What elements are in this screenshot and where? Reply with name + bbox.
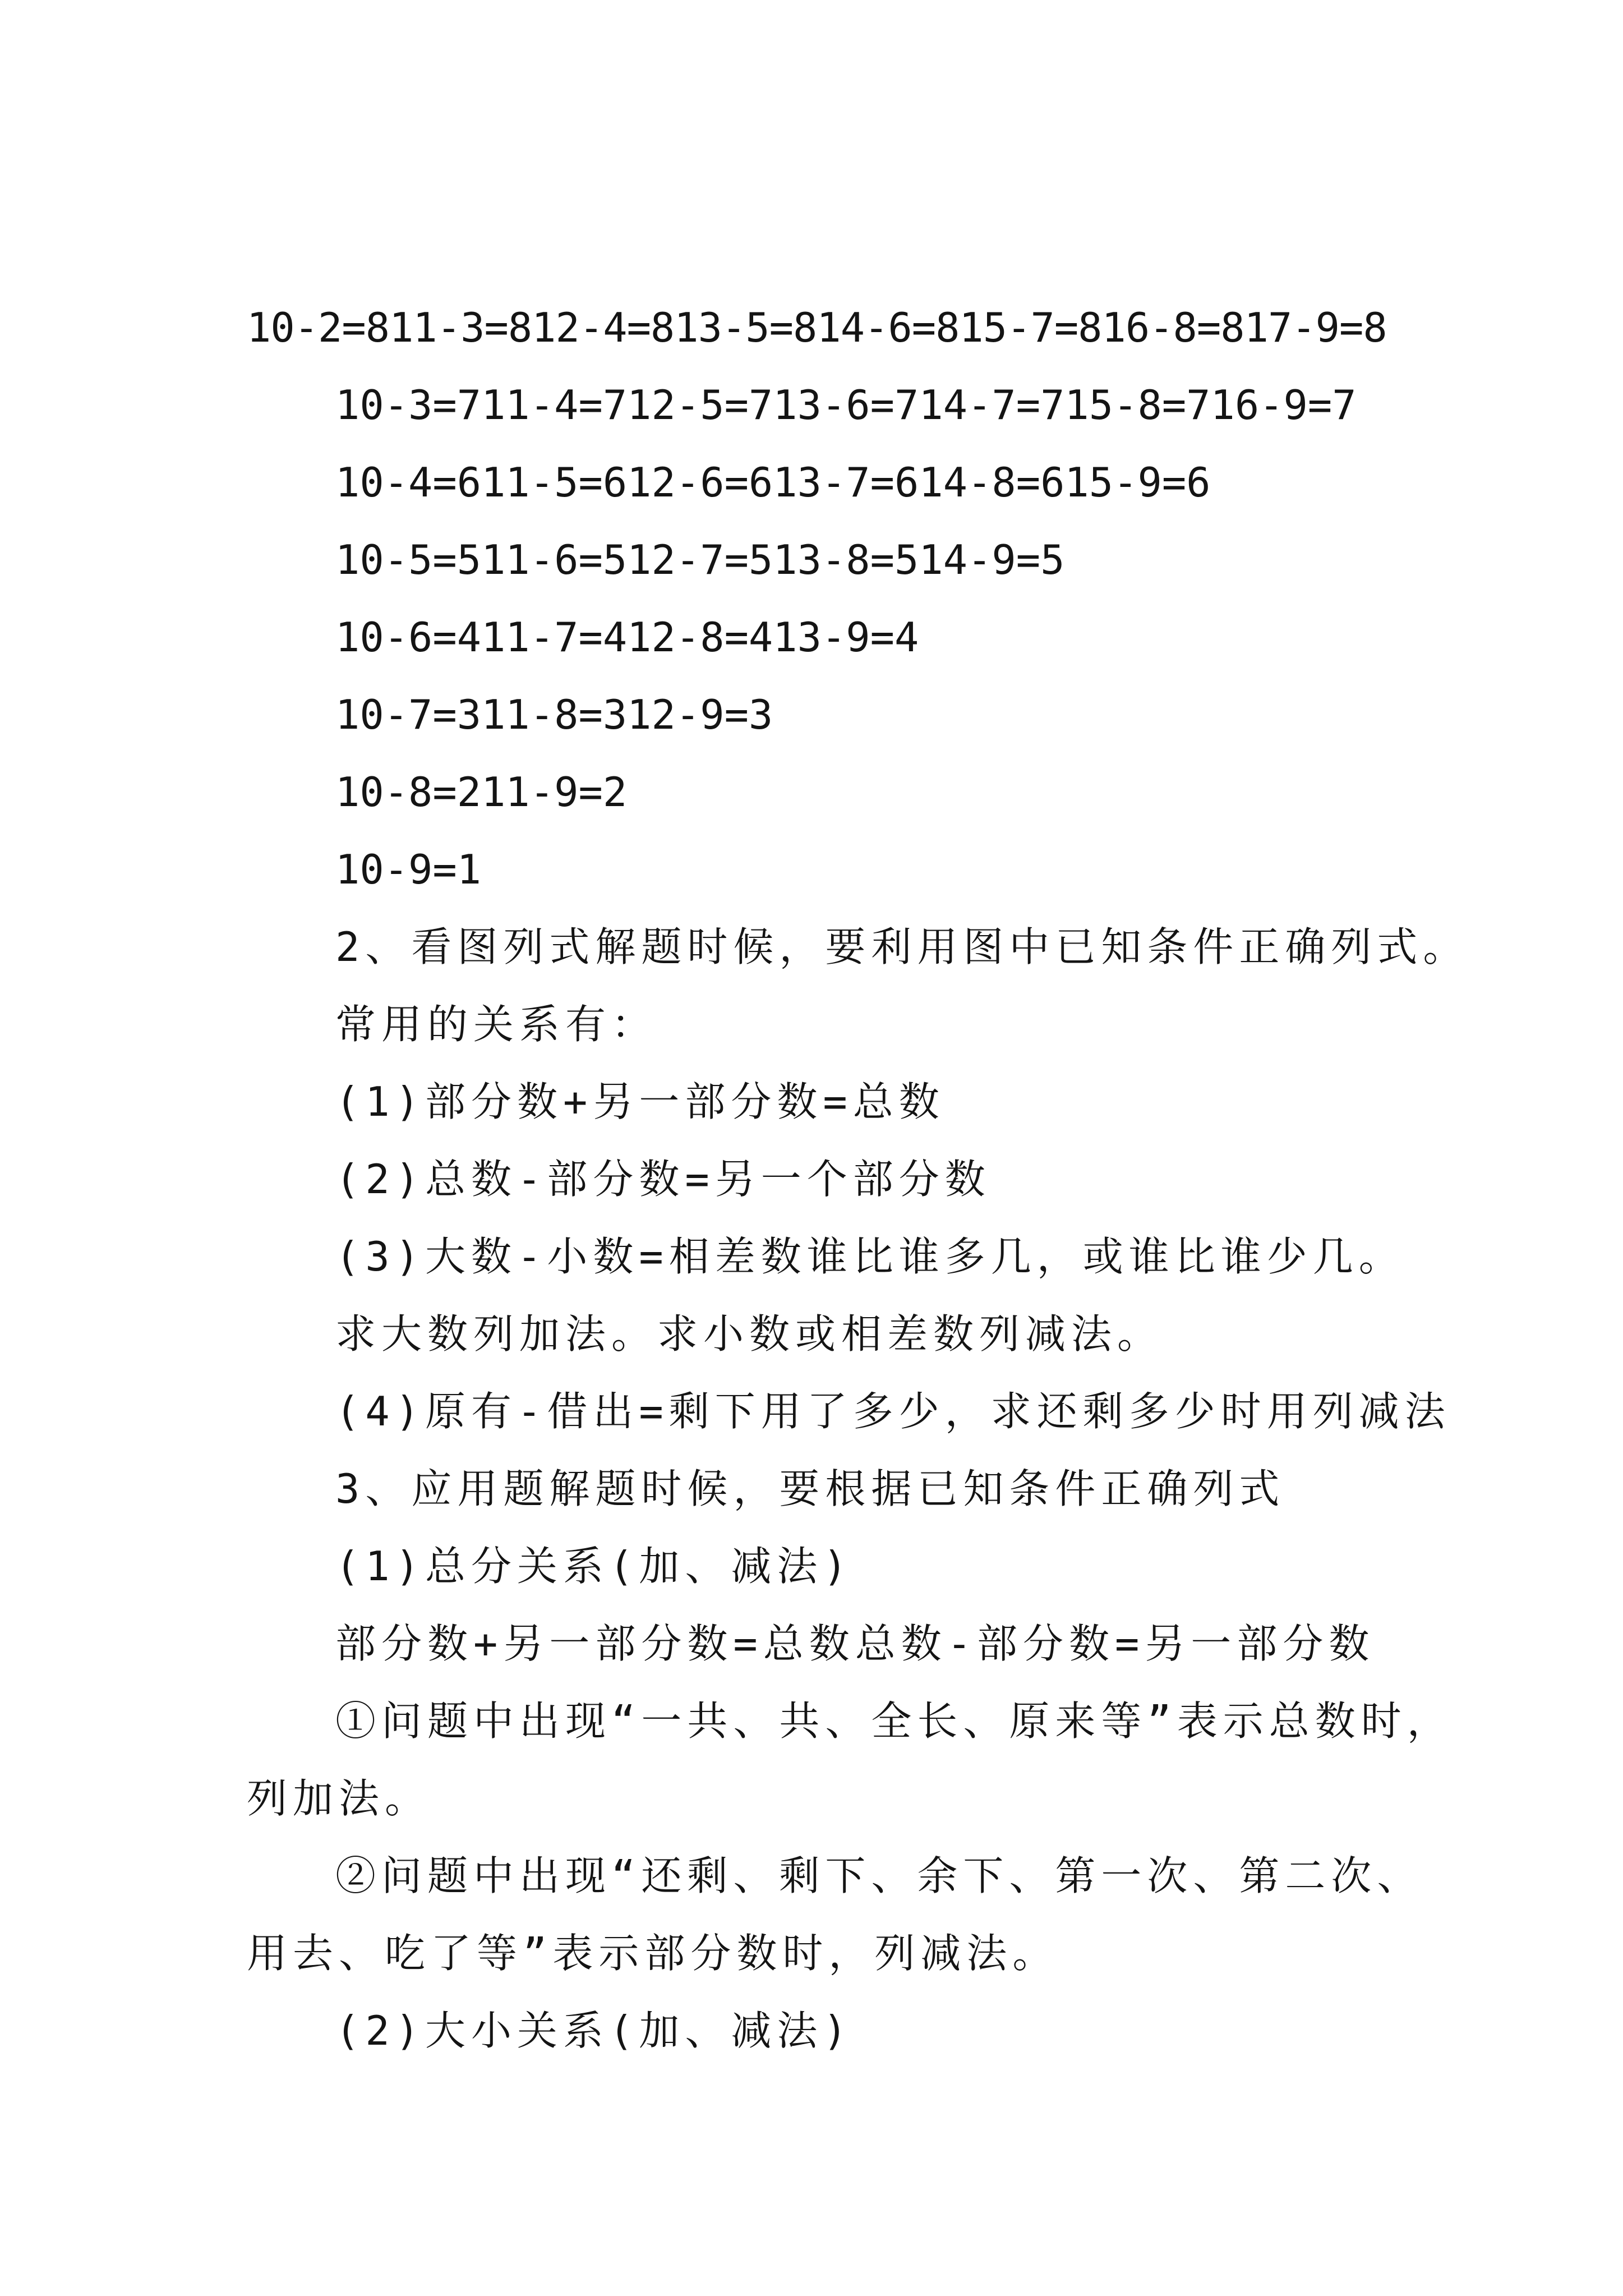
paragraph-common-relations: 常用的关系有： xyxy=(335,1001,658,1048)
relation-item-3-note: 求大数列加法。求小数或相差数列减法。 xyxy=(335,1310,1164,1358)
equation-line-1: 10-2=811-3=812-4=813-5=814-6=815-7=816-8=817-9=8 xyxy=(247,304,1387,351)
relation-item-1: (1)部分数+另一部分数=总数 xyxy=(335,1078,945,1125)
equation-line-8: 10-9=1 xyxy=(335,846,482,893)
rule-addition-line-2: 列加法。 xyxy=(247,1775,431,1822)
subheading-total-part: (1)总分关系(加、减法) xyxy=(335,1543,853,1590)
equation-line-2: 10-3=711-4=712-5=713-6=714-7=715-8=716-9=7 xyxy=(335,381,1357,429)
equation-line-5: 10-6=411-7=412-8=413-9=4 xyxy=(335,614,919,661)
relation-item-3: (3)大数-小数=相差数谁比谁多几，或谁比谁少几。 xyxy=(335,1233,1405,1280)
relation-item-2: (2)总数-部分数=另一个部分数 xyxy=(335,1156,991,1203)
equation-line-6: 10-7=311-8=312-9=3 xyxy=(335,691,773,738)
document-body xyxy=(247,289,1469,2069)
rule-subtraction-line-2: 用去、吃了等”表示部分数时，列减法。 xyxy=(247,1930,1059,1977)
subheading-size-relation: (2)大小关系(加、减法) xyxy=(335,2007,853,2054)
equation-line-3: 10-4=611-5=612-6=613-7=614-8=615-9=6 xyxy=(335,459,1211,506)
paragraph-point-2: 2、看图列式解题时候，要利用图中已知条件正确列式。 xyxy=(335,923,1469,970)
rule-subtraction-line-1: ②问题中出现“还剩、剩下、余下、第一次、第二次、 xyxy=(335,1852,1423,1899)
equation-line-4: 10-5=511-6=512-7=513-8=514-9=5 xyxy=(335,536,1065,583)
rule-addition-line-1: ①问题中出现“一共、共、全长、原来等”表示总数时， xyxy=(335,1697,1453,1745)
relation-item-4: (4)原有-借出=剩下用了多少，求还剩多少时用列减法 xyxy=(335,1388,1451,1435)
formula-total-part: 部分数+另一部分数=总数总数-部分数=另一部分数 xyxy=(335,1620,1375,1667)
paragraph-point-3: 3、应用题解题时候，要根据已知条件正确列式 xyxy=(335,1465,1285,1512)
equation-line-7: 10-8=211-9=2 xyxy=(335,769,628,816)
